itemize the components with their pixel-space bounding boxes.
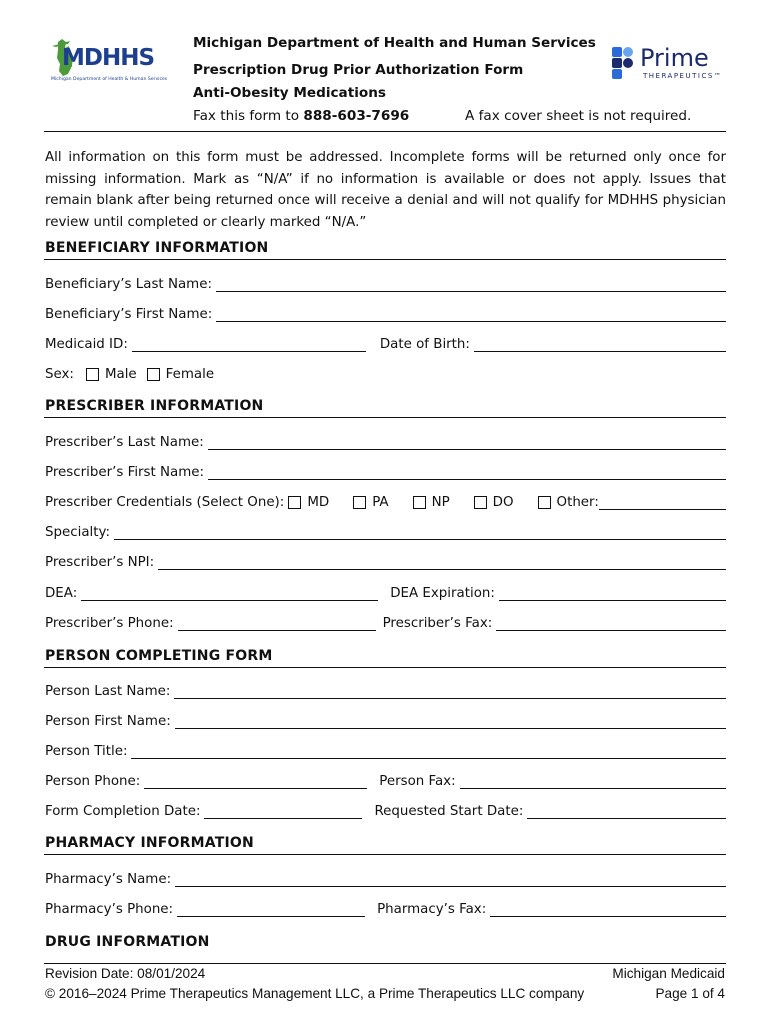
pharmacy-phone-label: Pharmacy’s Phone:: [45, 902, 174, 917]
specialty-field[interactable]: [114, 525, 726, 540]
header-divider: [44, 131, 726, 132]
other-label: Other:: [556, 495, 599, 510]
beneficiary-first-name-field[interactable]: [216, 307, 726, 322]
specialty-label: Specialty:: [45, 525, 110, 540]
header-text-block: [193, 32, 596, 105]
prescriber-last-name-label: Prescriber’s Last Name:: [45, 435, 204, 450]
dob-field[interactable]: [474, 337, 726, 352]
person-first-name-field[interactable]: [175, 714, 726, 729]
section-divider: [44, 417, 726, 418]
prescriber-last-name-field[interactable]: [208, 435, 726, 450]
prime-logo: [610, 44, 730, 84]
start-date-field[interactable]: [527, 804, 726, 819]
section-pharmacy-title: PHARMACY INFORMATION: [45, 835, 254, 851]
program-name: Michigan Medicaid: [612, 966, 725, 981]
section-person-title: PERSON COMPLETING FORM: [45, 648, 273, 664]
do-label: DO: [492, 495, 514, 510]
form-subtitle: Anti-Obesity Medications: [193, 85, 386, 101]
prime-subtext: THERAPEUTICS™: [643, 72, 723, 80]
form-title: Prescription Drug Prior Authorization Form: [193, 62, 524, 78]
prime-mark-icon: [610, 44, 638, 82]
mdhhs-subtext: Michigan Department of Health & Human Services: [51, 77, 168, 82]
medicaid-id-field[interactable]: [132, 337, 366, 352]
section-beneficiary-title: BENEFICIARY INFORMATION: [45, 240, 269, 256]
person-phone-fax-row: [45, 769, 726, 789]
do-checkbox[interactable]: [474, 496, 487, 509]
dob-label: Date of Birth:: [379, 337, 470, 352]
pa-label: PA: [372, 495, 389, 510]
completion-start-row: [45, 799, 726, 819]
md-label: MD: [307, 495, 330, 510]
npi-label: Prescriber’s NPI:: [45, 555, 155, 570]
medicaid-dob-row: [45, 332, 726, 352]
section-divider: [44, 667, 726, 668]
beneficiary-last-name-row: [45, 272, 726, 292]
start-date-label: Requested Start Date:: [374, 804, 524, 819]
specialty-row: [45, 520, 726, 540]
prime-wordmark: Prime: [640, 44, 709, 72]
person-fax-label: Person Fax:: [379, 774, 456, 789]
prescriber-first-name-field[interactable]: [208, 465, 726, 480]
pharmacy-name-field[interactable]: [175, 872, 726, 887]
npi-field[interactable]: [158, 555, 726, 570]
section-divider: [44, 259, 726, 260]
beneficiary-last-name-label: Beneficiary’s Last Name:: [45, 277, 212, 292]
section-drug-title: DRUG INFORMATION: [45, 934, 210, 950]
pharmacy-fax-label: Pharmacy’s Fax:: [377, 902, 487, 917]
person-first-name-label: Person First Name:: [45, 714, 171, 729]
pharmacy-name-row: [45, 867, 726, 887]
copyright-text: © 2016–2024 Prime Therapeutics Management LLC, a Prime Therapeutics LLC company: [45, 986, 585, 1001]
intro-paragraph: All information on this form must be addressed. Incomplete forms will be returned only once for missing information. Mark as “N/A” if no information is available or does not apply. Issues that remain blank after being returned once will receive a denial and will not qualify for MDHHS physician review until completed or clearly marked “N/A.”: [45, 150, 726, 230]
page-number: Page 1 of 4: [655, 986, 725, 1001]
dea-expiration-label: DEA Expiration:: [390, 586, 495, 601]
footer-divider: [44, 963, 726, 964]
md-checkbox[interactable]: [288, 496, 301, 509]
sex-row: [45, 362, 726, 382]
female-checkbox[interactable]: [147, 368, 160, 381]
np-checkbox[interactable]: [413, 496, 426, 509]
beneficiary-first-name-row: [45, 302, 726, 322]
person-title-label: Person Title:: [45, 744, 128, 759]
pa-checkbox[interactable]: [353, 496, 366, 509]
prescriber-credentials-row: [45, 490, 726, 510]
prescriber-last-name-row: [45, 430, 726, 450]
prescriber-phone-fax-row: [45, 611, 726, 631]
np-label: NP: [431, 495, 450, 510]
beneficiary-first-name-label: Beneficiary’s First Name:: [45, 307, 213, 322]
revision-date: Revision Date: 08/01/2024: [45, 966, 206, 981]
other-checkbox[interactable]: [538, 496, 551, 509]
fax-number: 888-603-7696: [303, 108, 410, 124]
prescriber-fax-label: Prescriber’s Fax:: [382, 616, 493, 631]
person-last-name-row: [45, 679, 726, 699]
completion-date-label: Form Completion Date:: [45, 804, 201, 819]
other-credential-field[interactable]: [599, 495, 726, 510]
female-label: Female: [165, 367, 215, 382]
medicaid-id-label: Medicaid ID:: [45, 337, 128, 352]
fax-note: A fax cover sheet is not required.: [465, 108, 692, 124]
prescriber-first-name-label: Prescriber’s First Name:: [45, 465, 205, 480]
person-fax-field[interactable]: [460, 774, 726, 789]
prescriber-phone-label: Prescriber’s Phone:: [45, 616, 174, 631]
dea-field[interactable]: [81, 586, 378, 601]
section-prescriber-title: PRESCRIBER INFORMATION: [45, 398, 264, 414]
person-first-name-row: [45, 709, 726, 729]
fax-instructions: [193, 108, 409, 124]
pharmacy-fax-field[interactable]: [490, 902, 726, 917]
prescriber-fax-field[interactable]: [496, 616, 726, 631]
person-phone-field[interactable]: [144, 774, 367, 789]
dea-label: DEA:: [45, 586, 78, 601]
person-title-field[interactable]: [131, 744, 726, 759]
male-checkbox[interactable]: [86, 368, 99, 381]
beneficiary-last-name-field[interactable]: [216, 277, 726, 292]
mdhhs-wordmark: MDHHS: [62, 45, 155, 71]
male-label: Male: [104, 367, 137, 382]
mdhhs-logo: [48, 36, 173, 88]
sex-label: Sex:: [45, 367, 74, 382]
dea-row: [45, 581, 726, 601]
prescriber-first-name-row: [45, 460, 726, 480]
credentials-label: Prescriber Credentials (Select One):: [45, 495, 285, 510]
person-phone-label: Person Phone:: [45, 774, 141, 789]
person-last-name-label: Person Last Name:: [45, 684, 171, 699]
dea-expiration-field[interactable]: [499, 586, 726, 601]
prescriber-phone-field[interactable]: [178, 616, 376, 631]
pharmacy-name-label: Pharmacy’s Name:: [45, 872, 172, 887]
org-name: Michigan Department of Health and Human Services: [193, 35, 596, 51]
person-last-name-field[interactable]: [174, 684, 726, 699]
section-divider: [44, 854, 726, 855]
fax-prefix: Fax this form to: [193, 108, 300, 124]
pharmacy-phone-field[interactable]: [177, 902, 365, 917]
person-title-row: [45, 739, 726, 759]
completion-date-field[interactable]: [204, 804, 362, 819]
pharmacy-phone-fax-row: [45, 897, 726, 917]
npi-row: [45, 550, 726, 570]
